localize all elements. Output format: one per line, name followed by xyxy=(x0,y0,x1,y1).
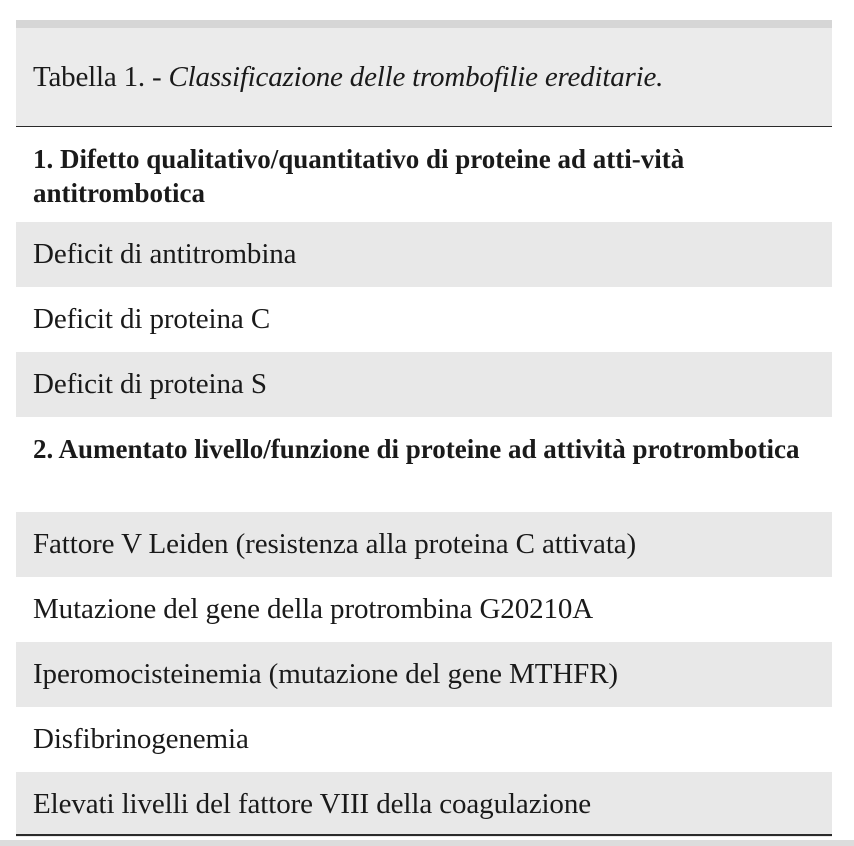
table-row xyxy=(16,222,832,287)
bottom-rule xyxy=(16,834,832,836)
table-caption xyxy=(16,28,832,127)
top-shading-strip xyxy=(16,20,832,28)
table-cell: Mutazione del gene della protrombina G20210A xyxy=(33,593,594,625)
table-row xyxy=(16,577,832,642)
table-cell: Disfibrinogenemia xyxy=(33,723,249,755)
bottom-shading-strip xyxy=(0,840,854,846)
table-cell: Fattore V Leiden (resistenza alla proteina C attivata) xyxy=(33,528,637,560)
section-heading xyxy=(16,417,832,512)
table-row xyxy=(16,642,832,707)
table-cell: Deficit di antitrombina xyxy=(33,238,297,270)
caption-prefix: Tabella 1. - xyxy=(33,60,169,93)
table-cell: Iperomocisteinemia (mutazione del gene MTHFR) xyxy=(33,658,618,690)
table-row xyxy=(16,287,832,352)
caption-title: Classificazione delle trombofilie ereditarie. xyxy=(168,60,664,93)
table-row xyxy=(16,772,832,837)
table-cell: Elevati livelli del fattore VIII della coagulazione xyxy=(33,788,592,820)
section-heading-text: 2. Aumentato livello/funzione di proteine ad attività protrombotica xyxy=(33,434,800,464)
section-heading xyxy=(16,127,832,222)
classification-table xyxy=(16,28,832,837)
table-row xyxy=(16,707,832,772)
section-heading-text: 1. Difetto qualitativo/quantitativo di proteine ad atti-vità antitrombotica xyxy=(33,144,685,208)
table-cell: Deficit di proteina S xyxy=(33,368,267,400)
table-cell: Deficit di proteina C xyxy=(33,303,271,335)
table-row xyxy=(16,352,832,417)
table-row xyxy=(16,512,832,577)
